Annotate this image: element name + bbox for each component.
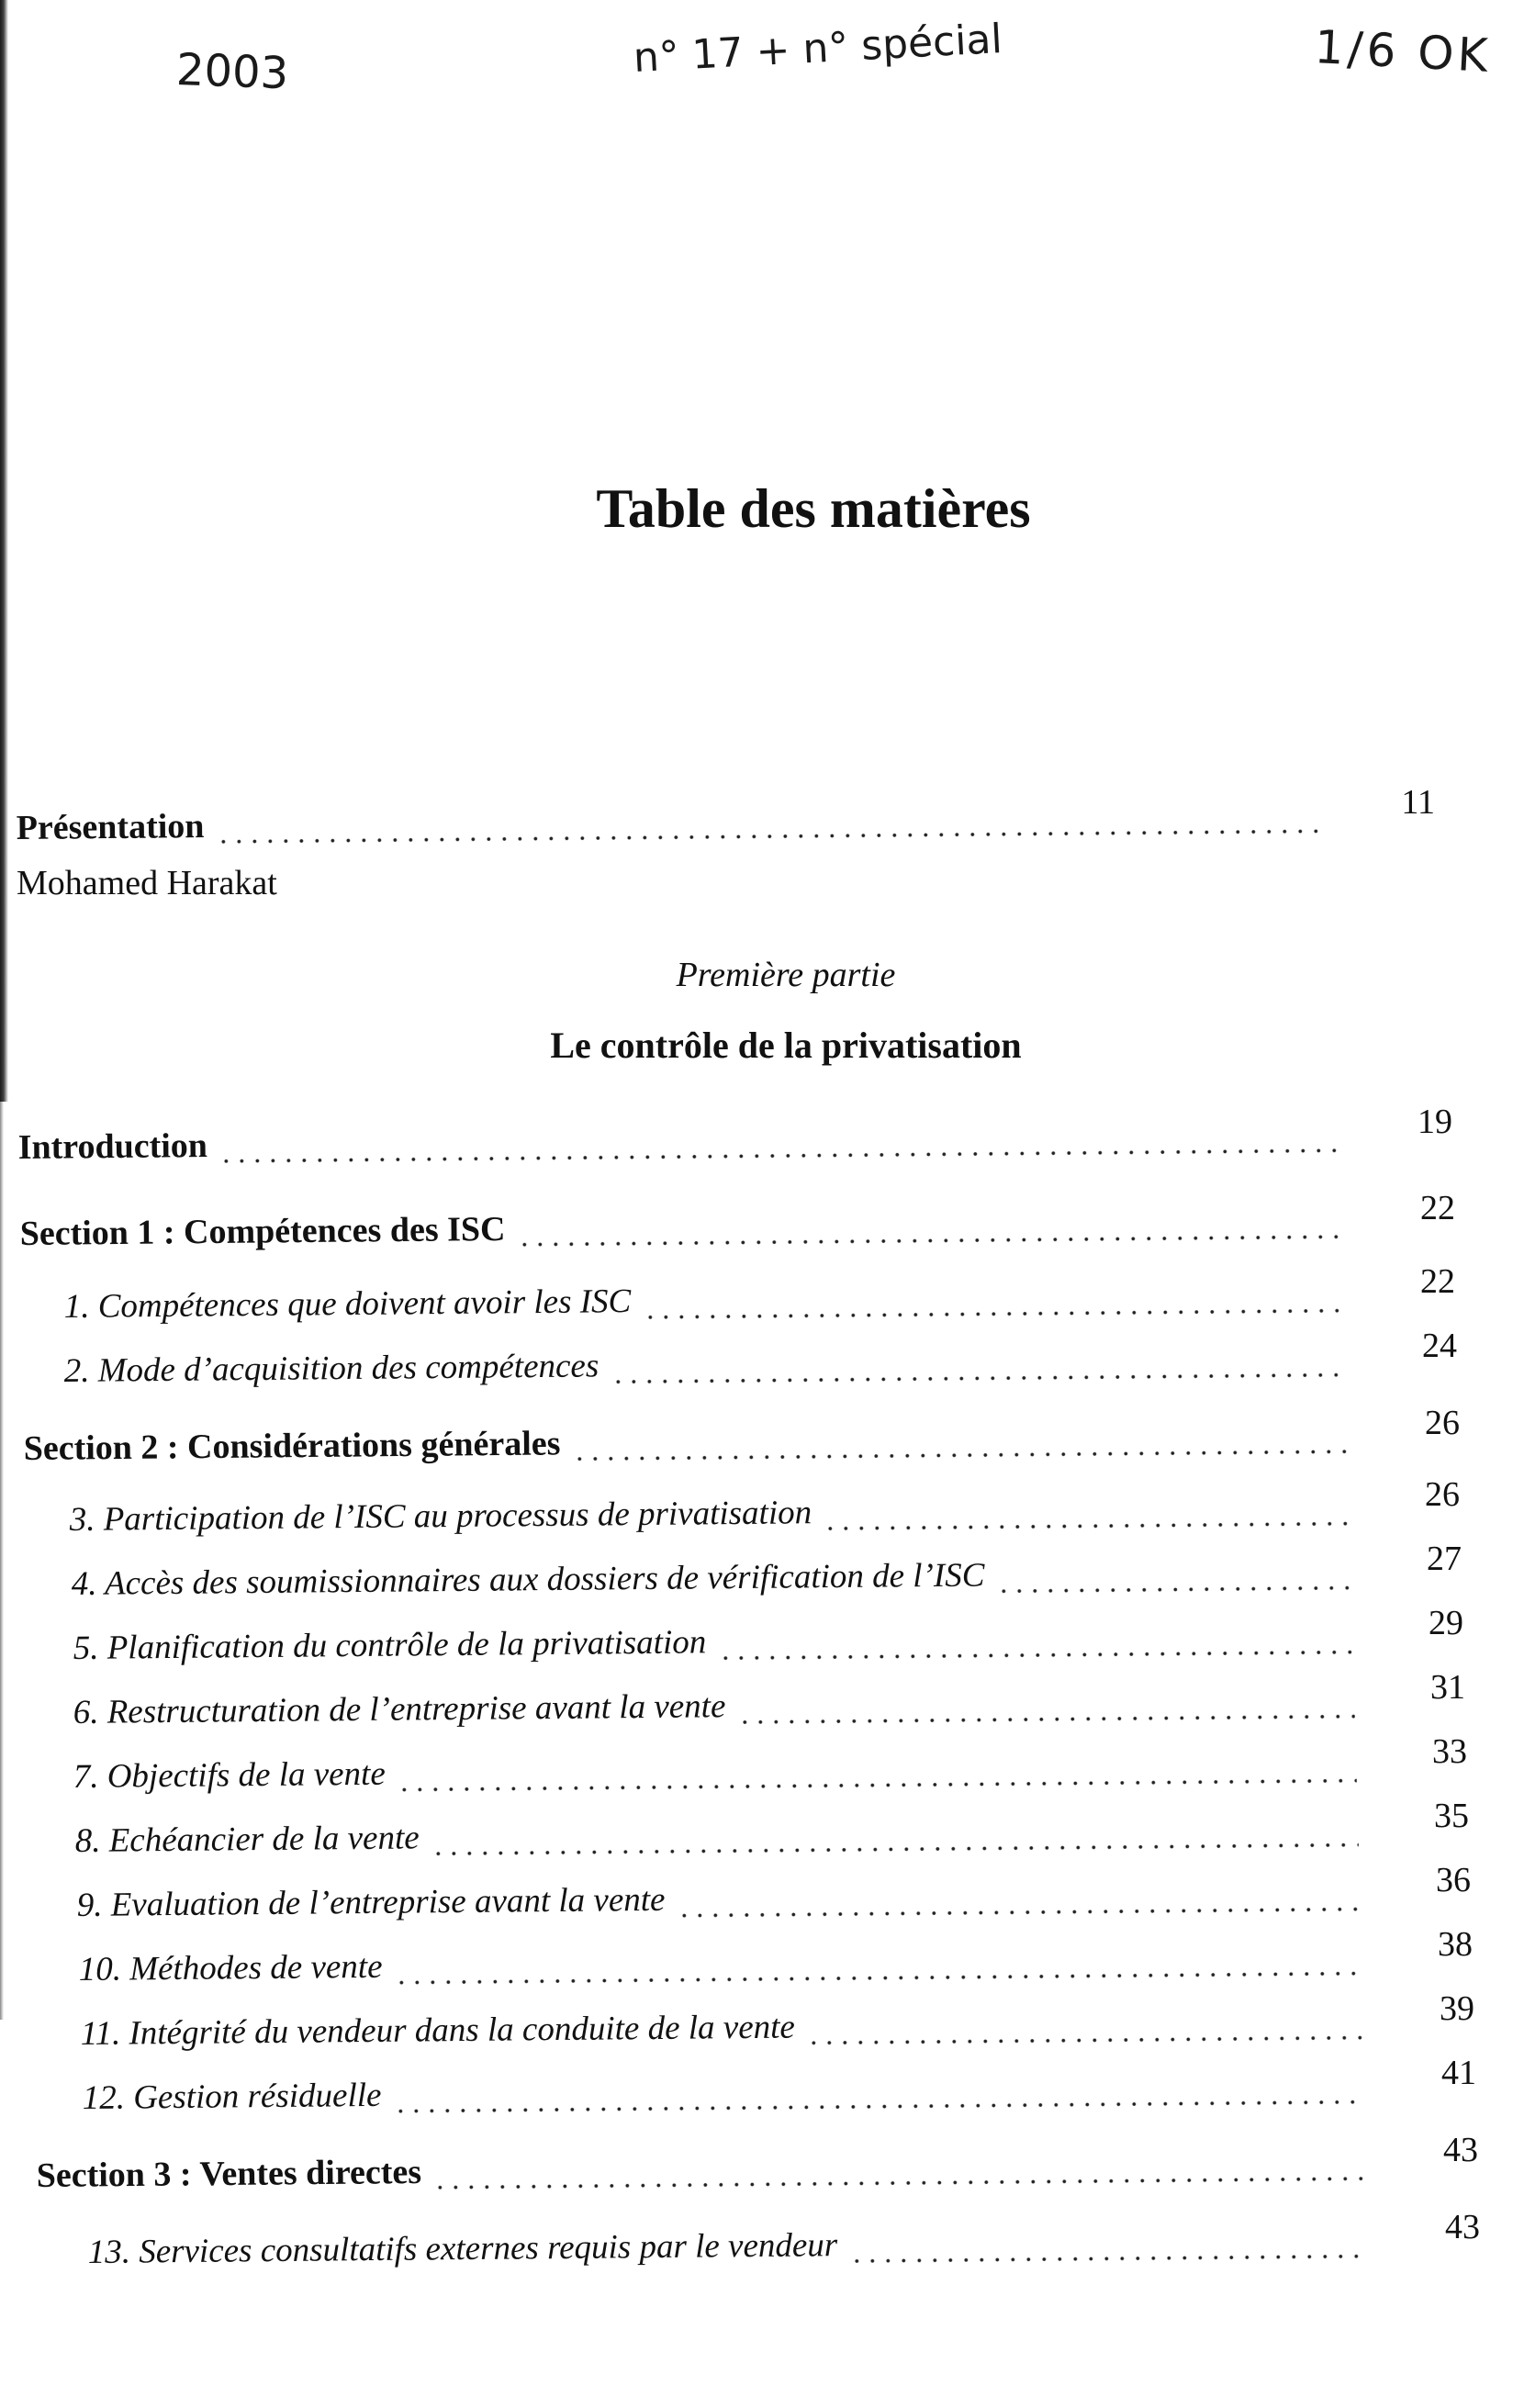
- toc-entry-page: 39: [1440, 1989, 1474, 2028]
- toc-entry-label: Section 1 : Compétences des ISC: [19, 1209, 506, 1254]
- toc-entry-item-6: [73, 1681, 1355, 1741]
- toc-entry-label: 10. Méthodes de vente: [78, 1947, 383, 1989]
- toc-entry-page: 38: [1438, 1925, 1473, 1964]
- handwritten-year: 2003: [175, 44, 290, 100]
- toc-entry-item-11: [81, 2002, 1364, 2062]
- dot-leader: [216, 828, 1329, 845]
- handwritten-status-note: 1/6 OK: [1313, 20, 1493, 84]
- toc-entry-page: 43: [1443, 2131, 1478, 2169]
- toc-entry-page: 24: [1422, 1327, 1457, 1365]
- toc-entry-item-9: [77, 1874, 1361, 1933]
- toc-entry-section-1: [20, 1201, 1342, 1261]
- toc-entry-label: 9. Evaluation de l’entreprise avant la vente: [76, 1880, 666, 1925]
- dot-leader: [432, 2176, 1368, 2190]
- toc-entry-presentation: [17, 795, 1329, 856]
- toc-entry-page: 43: [1445, 2208, 1480, 2246]
- toc-entry-label: 12. Gestion résiduelle: [82, 2076, 382, 2118]
- handwritten-issue-note: n° 17 + n° spécial: [632, 15, 1003, 82]
- toc-entry-page: 19: [1417, 1103, 1452, 1141]
- dot-leader: [996, 1585, 1351, 1595]
- toc-entry-label: Section 2 : Considérations générales: [23, 1424, 561, 1469]
- dot-leader: [610, 1372, 1345, 1385]
- dot-leader: [397, 1778, 1357, 1793]
- toc-entry-item-5: [73, 1617, 1353, 1676]
- toc-entry-item-12: [83, 2066, 1366, 2126]
- dot-leader: [393, 2100, 1366, 2114]
- toc-entry-item-4: [72, 1552, 1351, 1612]
- part-title: Le contrôle de la privatisation: [550, 1025, 1022, 1066]
- scan-edge-shadow-lower: [0, 1102, 4, 2020]
- toc-entry-label: 3. Participation de l’ISC au processus de privatisation: [69, 1494, 812, 1540]
- toc-entry-label: Présentation: [16, 807, 205, 848]
- toc-entry-item-3: [70, 1488, 1350, 1548]
- dot-leader: [848, 2254, 1369, 2264]
- toc-entry-page: 35: [1434, 1797, 1469, 1835]
- dot-leader: [806, 2035, 1364, 2046]
- toc-entry-page: 27: [1427, 1540, 1462, 1578]
- toc-entry-label: 11. Intégrité du vendeur dans la conduite de la vente: [80, 2008, 796, 2054]
- toc-entry-page: 29: [1429, 1604, 1463, 1642]
- toc-entry-section-3: [37, 2143, 1368, 2203]
- toc-entry-item-2: [64, 1339, 1346, 1399]
- page-title: Table des matières: [596, 478, 1031, 539]
- toc-entry-section-2: [24, 1416, 1348, 1476]
- toc-entry-page: 26: [1425, 1475, 1460, 1514]
- toc-entry-introduction: [18, 1114, 1340, 1175]
- toc-entry-page: 11: [1401, 783, 1435, 822]
- toc-entry-label: 7. Objectifs de la vente: [73, 1754, 386, 1797]
- toc-entry-item-1: [64, 1275, 1344, 1335]
- toc-entry-label: 6. Restructuration de l’entreprise avant la vente: [73, 1687, 726, 1732]
- dot-leader: [737, 1714, 1355, 1725]
- toc-entry-label: Introduction: [17, 1126, 208, 1168]
- dot-leader: [394, 1971, 1362, 1986]
- toc-entry-item-10: [79, 1938, 1362, 1998]
- dot-leader: [642, 1308, 1343, 1320]
- toc-author: Mohamed Harakat: [17, 864, 277, 902]
- toc-entry-page: 36: [1436, 1861, 1471, 1899]
- toc-entry-page: 22: [1420, 1262, 1455, 1301]
- toc-entry-label: 2. Mode d’acquisition des compétences: [63, 1347, 599, 1391]
- toc-entry-label: Section 3 : Ventes directes: [36, 2152, 422, 2196]
- toc-entry-label: 13. Services consultatifs externes requis par le vendeur: [87, 2226, 838, 2272]
- toc-entry-item-13: [88, 2221, 1370, 2280]
- toc-entry-label: 8. Echéancier de la vente: [74, 1819, 420, 1861]
- dot-leader: [823, 1521, 1350, 1532]
- toc-entry-item-8: [75, 1809, 1359, 1869]
- toc-entry-page: 33: [1432, 1732, 1467, 1771]
- scan-edge-shadow: [0, 0, 8, 1102]
- toc-entry-label: 4. Accès des soumissionnaires aux dossiers de vérification de l’ISC: [71, 1556, 985, 1604]
- dot-leader: [431, 1842, 1359, 1857]
- toc-entry-label: 5. Planification du contrôle de la privatisation: [73, 1623, 707, 1668]
- dot-leader: [218, 1148, 1340, 1164]
- toc-entry-page: 26: [1425, 1404, 1460, 1442]
- toc-entry-page: 41: [1441, 2054, 1476, 2092]
- toc-entry-item-7: [73, 1745, 1357, 1805]
- toc-entry-page: 22: [1420, 1189, 1455, 1227]
- toc-entry-label: 1. Compétences que doivent avoir les ISC: [63, 1282, 632, 1327]
- dot-leader: [677, 1907, 1361, 1919]
- toc-entry-page: 31: [1430, 1668, 1465, 1707]
- dot-leader: [572, 1449, 1348, 1462]
- dot-leader: [517, 1234, 1342, 1248]
- dot-leader: [717, 1650, 1352, 1662]
- part-label: Première partie: [676, 956, 896, 994]
